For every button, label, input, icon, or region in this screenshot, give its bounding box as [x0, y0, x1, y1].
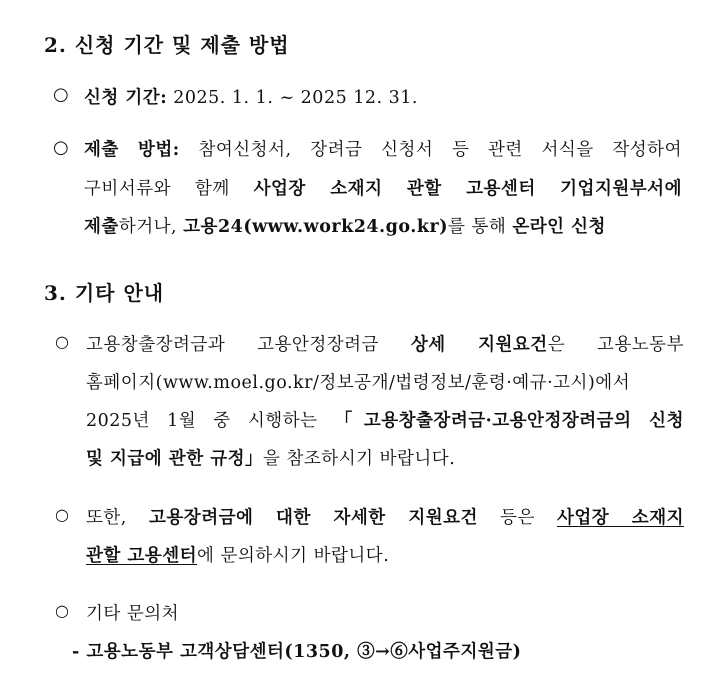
method-line-3 [84, 213, 606, 238]
info-1-line-2: 홈페이지(www.moel.go.kr/정보공개/법령정보/훈령·예규·고시)에서 [86, 373, 631, 393]
bullet-mark: ○ [53, 84, 69, 105]
info-text: 은 고용노동부 [547, 335, 684, 355]
section-3-heading: 3. 기타 안내 [44, 281, 165, 305]
period-line [84, 84, 418, 109]
method-label: 제출 방법: [84, 140, 180, 160]
info-underlined: 관할 고용센터 [86, 546, 198, 566]
contact-label: 기타 문의처 [86, 604, 180, 624]
method-line-2 [84, 175, 682, 200]
info-emphasis: 상세 지원요건 [410, 335, 548, 355]
info-text: 2025년 1월 중 시행하는 [86, 411, 335, 431]
method-line-1 [84, 136, 682, 161]
method-text: 를 통해 [447, 217, 513, 237]
online-apply-text: 온라인 신청 [512, 217, 606, 237]
section-2-heading: 2. 신청 기간 및 제출 방법 [44, 33, 290, 57]
info-text: 등은 [477, 508, 557, 528]
method-emphasis: 사업장 소재지 관할 고용센터 기업지원부서에 [253, 179, 682, 199]
contact-line: - 고용노동부 고객상담센터(1350, ③→⑥사업주지원금) [72, 642, 522, 662]
method-emphasis: 제출 [84, 217, 119, 237]
period-label: 신청 기간: [84, 88, 168, 108]
info-2-line-2 [86, 542, 389, 567]
info-text: 또한, [86, 508, 149, 528]
info-text: 에 문의하시기 바랍니다. [197, 546, 390, 566]
bullet-mark: ○ [55, 505, 69, 524]
method-text: 구비서류와 함께 [84, 179, 254, 199]
info-2-line-1 [86, 504, 684, 529]
regulation-title: 「고용창출장려금·고용안정장려금의 신청 [334, 411, 684, 431]
work24-link-text: 고용24(www.work24.go.kr) [183, 217, 448, 237]
info-underlined: 사업장 소재지 [556, 508, 685, 528]
period-value: 2025. 1. 1. ~ 2025 12. 31. [173, 88, 418, 108]
info-emphasis: 고용장려금에 대한 자세한 지원요건 [148, 508, 478, 528]
method-text: 하거나, [118, 217, 184, 237]
regulation-title: 및 지급에 관한 규정」 [86, 449, 264, 469]
bullet-mark: ○ [55, 332, 69, 351]
info-1-line-1 [86, 331, 684, 356]
bullet-mark: ○ [55, 601, 69, 620]
info-text: 을 참조하시기 바랍니다. [263, 449, 456, 469]
bullet-mark: ○ [53, 137, 69, 158]
method-text: 참여신청서, 장려금 신청서 등 관련 서식을 작성하여 [179, 140, 682, 160]
info-1-line-3 [86, 407, 684, 432]
info-1-line-4 [86, 445, 455, 470]
info-text: 고용창출장려금과 고용안정장려금 [86, 335, 411, 355]
